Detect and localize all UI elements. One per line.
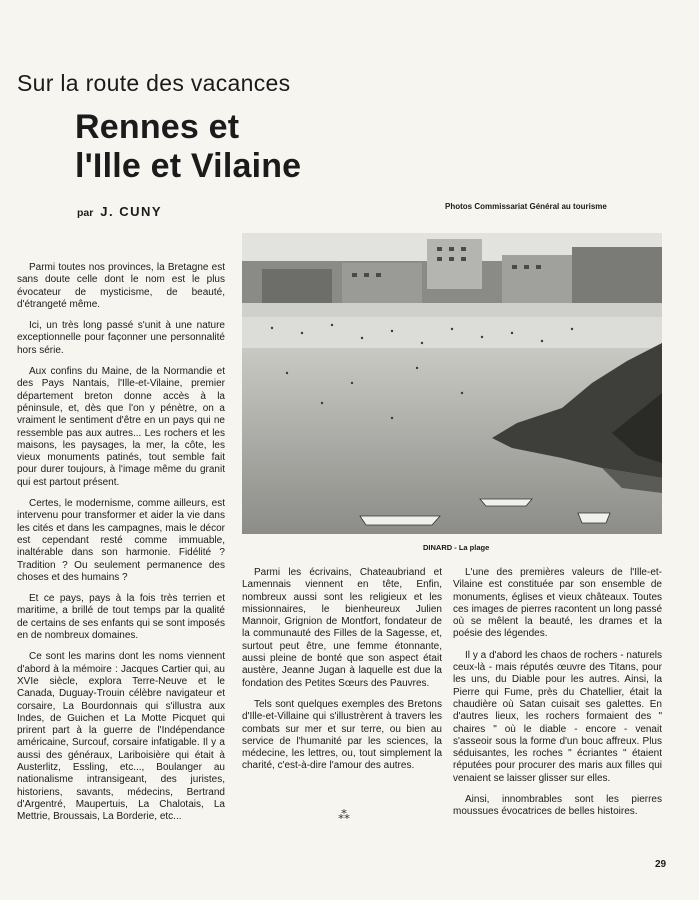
- ornament: ⁂: [338, 808, 350, 822]
- paragraph: Ce sont les marins dont les noms viennent d'abord à la mémoire : Jacques Cartier qui, au XVIe siècle, explora Terre-Neuve et le Canada, Duguay-Trouin célèbre navigateur et corsaire, La Bourdonnais qui s'illustra aux Indes, de Guichen et La Motte Picquet qui prirent part à la guerre de l'Indépendance américaine, Surcouf, corsaire infatigable. Il y a aussi des généraux, Lariboisière qui était à Austerlitz, Essling, etc..., Boulanger au nationalisme intransigeant, des juristes, historiens, savants, médecins, Bertrand d'Argentré, Maupertuis, La Chalotais, La Mettrie, Broussais, La Borderie, etc...: [17, 651, 225, 823]
- beach-photo-image: [242, 233, 662, 534]
- paragraph: Parmi toutes nos provinces, la Bretagne est sans doute celle dont le nom est le plus évocateur de mysticisme, de beauté, d'étrangeté même.: [17, 262, 225, 310]
- title-line-2: l'Ille et Vilaine: [75, 147, 302, 185]
- column-1: [17, 262, 225, 832]
- photo-credit: Photos Commissariat Général au tourisme: [445, 202, 607, 211]
- paragraph: Ainsi, innombrables sont les pierres moussues évocatrices de belles histoires.: [453, 794, 662, 818]
- paragraph: Ici, un très long passé s'unit à une nature exceptionnelle pour façonner une personnalité hors série.: [17, 320, 225, 356]
- paragraph: Il y a d'abord les chaos de rochers - naturels ceux-là - mais réputés œuvre des Titans, pour les uns, du Diable pour les autres. Ainsi, la Pierre qui Fume, près du Chatellier, était la chaudière où Satan cuisait ses galettes. En d'autres lieux, les rochers formaient des " chaires " où le diable - encore - venait s'asseoir sous la forme d'un bouc affreux. Plus séduisantes, les roches " écriantes " étaient réputées pour procurer des maris aux filles qui venaient se laisser glisser sur elles.: [453, 649, 662, 784]
- article-title: [75, 108, 301, 186]
- column-2: [242, 567, 442, 782]
- author-name: J. CUNY: [100, 204, 163, 219]
- paragraph: Aux confins du Maine, de la Normandie et des Pays Nantais, l'Ille-et-Vilaine, premier département breton donne accès à la péninsule, et, dès que l'on y pénètre, on a vraiment le sentiment d'être en un pays qui ne ressemble pas aux autres... Les rochers et les maisons, les paysages, la mer, la côte, les vieux monuments patinés, tout semble fait pour durer toujours, à l'image même du granit qui est partout présent.: [17, 366, 225, 488]
- column-3: [453, 567, 662, 828]
- paragraph: Certes, le modernisme, comme ailleurs, est intervenu pour transformer et aider la vie dans les cités et dans les campagnes, mais le décor est cependant resté comme immuable, inaltérable dans son harmonie. Fidélité ? Tradition ? Ou seulement permanence des choses et des humains ?: [17, 498, 225, 583]
- paragraph: Parmi les écrivains, Chateaubriand et Lamennais viennent en tête, Enfin, nombreux aussi sont les religieux et les missionnaires, le bienheureux Julien Mannoir, Grignion de Montfort, fondateur de la communauté des Filles de la Sagesse, et, surtout peut être, une femme étonnante, aussi pleine de bonté que son aspect était austère, Jeanne Jugan à laquelle est due la fondation des Petites Sœurs des Pauvres.: [242, 567, 442, 689]
- byline: [77, 204, 162, 219]
- byline-prefix: par: [77, 207, 94, 219]
- paragraph: Et ce pays, pays à la fois très terrien et maritime, a brillé de tout temps par la qualité de certains de ses enfants qui se sont imposés en de nombreux domaines.: [17, 593, 225, 642]
- paragraph: L'une des premières valeurs de l'Ille-et-Vilaine est constituée par son ensemble de monuments, églises et vieux châteaux. Toutes ces images de pierres racontent un long passé où se mêlent la beauté, les drames et la poésie des légendes.: [453, 567, 662, 640]
- beach-photo: [242, 233, 662, 534]
- title-line-1: Rennes et: [75, 108, 240, 146]
- section-kicker: Sur la route des vacances: [17, 70, 291, 96]
- page-number: 29: [655, 859, 667, 870]
- paragraph: Tels sont quelques exemples des Bretons d'Ille-et-Villaine qui s'illustrèrent à travers les combats sur mer et sur terre, ou bien au service de l'humanité par les sciences, la médecine, les lettres, ou, tout simplement la charité, c'est-à-dire l'amour des autres.: [242, 698, 442, 772]
- photo-caption: DINARD - La plage: [423, 543, 490, 552]
